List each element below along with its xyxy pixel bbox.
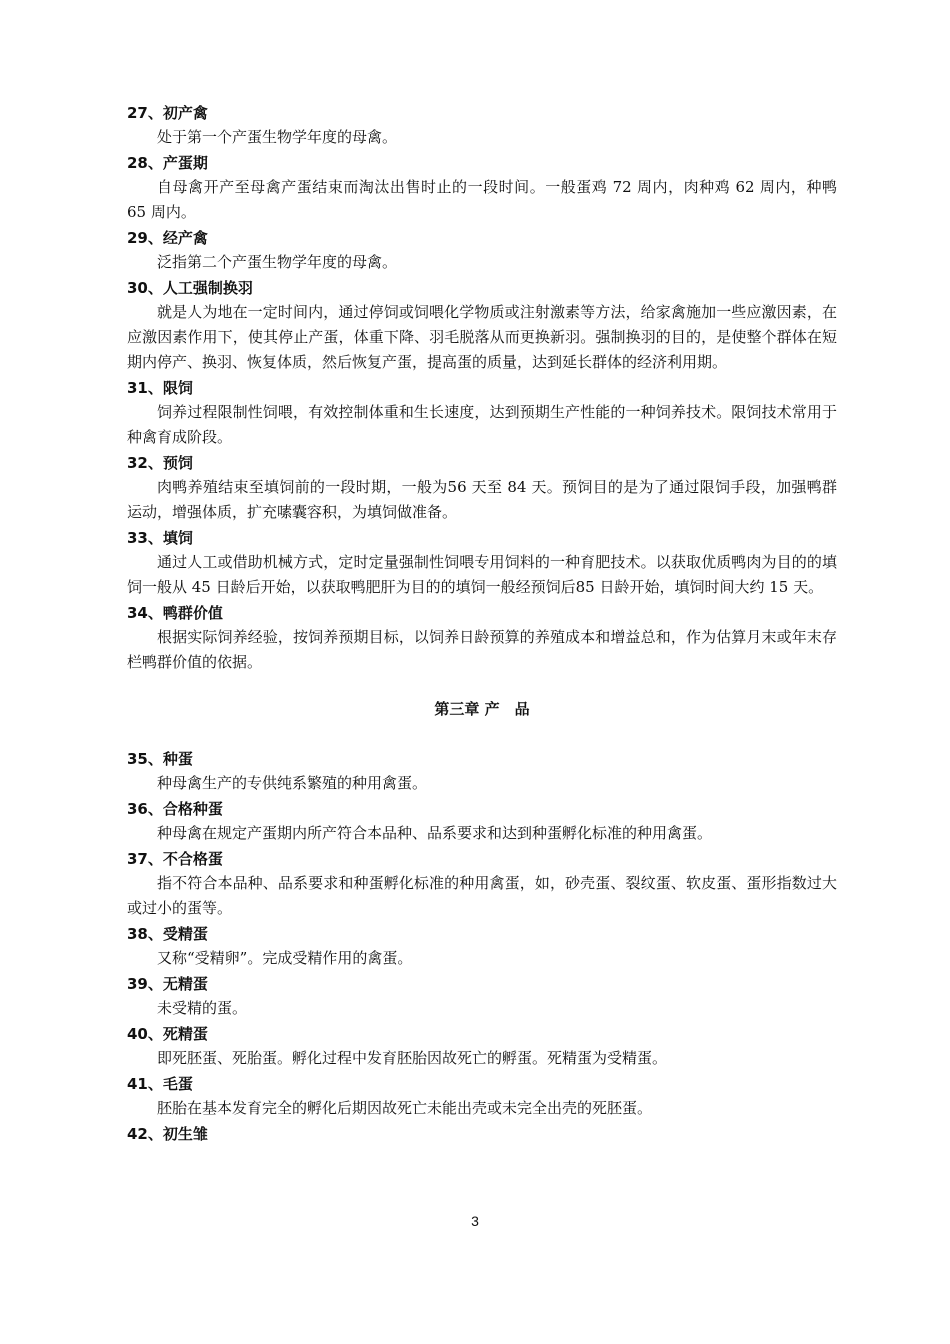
term-heading: 29、经产禽 [127, 229, 208, 247]
term-entry [127, 226, 837, 275]
term-entry [127, 972, 837, 1021]
term-heading: 38、受精蛋 [127, 925, 208, 943]
term-heading: 34、鸭群价值 [127, 604, 223, 622]
term-entry [127, 797, 837, 846]
term-definition: 泛指第二个产蛋生物学年度的母禽。 [157, 253, 398, 271]
term-entry [127, 1122, 837, 1146]
term-definition: 指不符合本品种、品系要求和种蛋孵化标准的种用禽蛋，如，砂壳蛋、裂纹蛋、软皮蛋、蛋形指数过大或过小的蛋等。 [127, 874, 837, 917]
term-definition: 种母禽生产的专供纯系繁殖的种用禽蛋。 [157, 774, 428, 792]
term-definition: 肉鸭养殖结束至填饲前的一段时期，一般为56 天至 84 天。预饲目的是为了通过限饲手段，加强鸭群运动，增强体质，扩充嗉囊容积，为填饲做准备。 [127, 478, 837, 521]
term-heading: 33、填饲 [127, 529, 193, 547]
term-entry [127, 847, 837, 921]
term-definition: 胚胎在基本发育完全的孵化后期因故死亡未能出壳或未完全出壳的死胚蛋。 [157, 1099, 653, 1117]
term-heading: 32、预饲 [127, 454, 193, 472]
term-heading: 42、初生雏 [127, 1125, 208, 1143]
term-definition: 即死胚蛋、死胎蛋。孵化过程中发育胚胎因故死亡的孵蛋。死精蛋为受精蛋。 [157, 1049, 668, 1067]
term-entry [127, 376, 837, 450]
term-definition: 处于第一个产蛋生物学年度的母禽。 [157, 128, 398, 146]
term-entry [127, 276, 837, 375]
page-number: 3 [471, 1213, 479, 1229]
term-heading: 41、毛蛋 [127, 1075, 193, 1093]
term-entry [127, 922, 837, 971]
term-entry [127, 151, 837, 225]
term-entry [127, 451, 837, 525]
term-definition: 未受精的蛋。 [157, 999, 248, 1017]
term-definition: 通过人工或借助机械方式，定时定量强制性饲喂专用饲料的一种育肥技术。以获取优质鸭肉为目的的填饲一般从 45 日龄后开始，以获取鸭肥肝为目的的填饲一般经预饲后85 日龄开始，填饲时间大约 15 天。 [127, 553, 837, 596]
term-heading: 28、产蛋期 [127, 154, 208, 172]
term-definition: 自母禽开产至母禽产蛋结束而淘汰出售时止的一段时间。一般蛋鸡 72 周内，肉种鸡 62 周内，种鸭 65 周内。 [127, 178, 837, 221]
term-definition: 根据实际饲养经验，按饲养预期目标，以饲养日龄预算的养殖成本和增益总和，作为估算月末或年末存栏鸭群价值的依据。 [127, 628, 837, 671]
term-entry [127, 601, 837, 675]
term-heading: 31、限饲 [127, 379, 193, 397]
document-body [127, 101, 837, 1146]
term-definition: 就是人为地在一定时间内，通过停饲或饲喂化学物质或注射激素等方法，给家禽施加一些应激因素，在应激因素作用下，使其停止产蛋，体重下降、羽毛脱落从而更换新羽。强制换羽的目的，是使整个群体在短期内停产、换羽、恢复体质，然后恢复产蛋，提高蛋的质量，达到延长群体的经济利用期。 [127, 303, 837, 371]
term-entry [127, 526, 837, 600]
term-heading: 36、合格种蛋 [127, 800, 223, 818]
term-entry [127, 747, 837, 796]
term-definition: 又称“受精卵”。完成受精作用的禽蛋。 [157, 949, 413, 967]
term-heading: 39、无精蛋 [127, 975, 208, 993]
term-heading: 27、初产禽 [127, 104, 208, 122]
term-entry [127, 1072, 837, 1121]
term-heading: 37、不合格蛋 [127, 850, 223, 868]
term-definition: 种母禽在规定产蛋期内所产符合本品种、品系要求和达到种蛋孵化标准的种用禽蛋。 [157, 824, 713, 842]
term-definition: 饲养过程限制性饲喂，有效控制体重和生长速度，达到预期生产性能的一种饲养技术。限饲技术常用于种禽育成阶段。 [127, 403, 837, 446]
chapter-title: 第三章 产 品 [434, 700, 530, 718]
term-heading: 40、死精蛋 [127, 1025, 208, 1043]
term-entry [127, 101, 837, 150]
term-heading: 30、人工强制换羽 [127, 279, 253, 297]
term-entry [127, 1022, 837, 1071]
term-heading: 35、种蛋 [127, 750, 193, 768]
